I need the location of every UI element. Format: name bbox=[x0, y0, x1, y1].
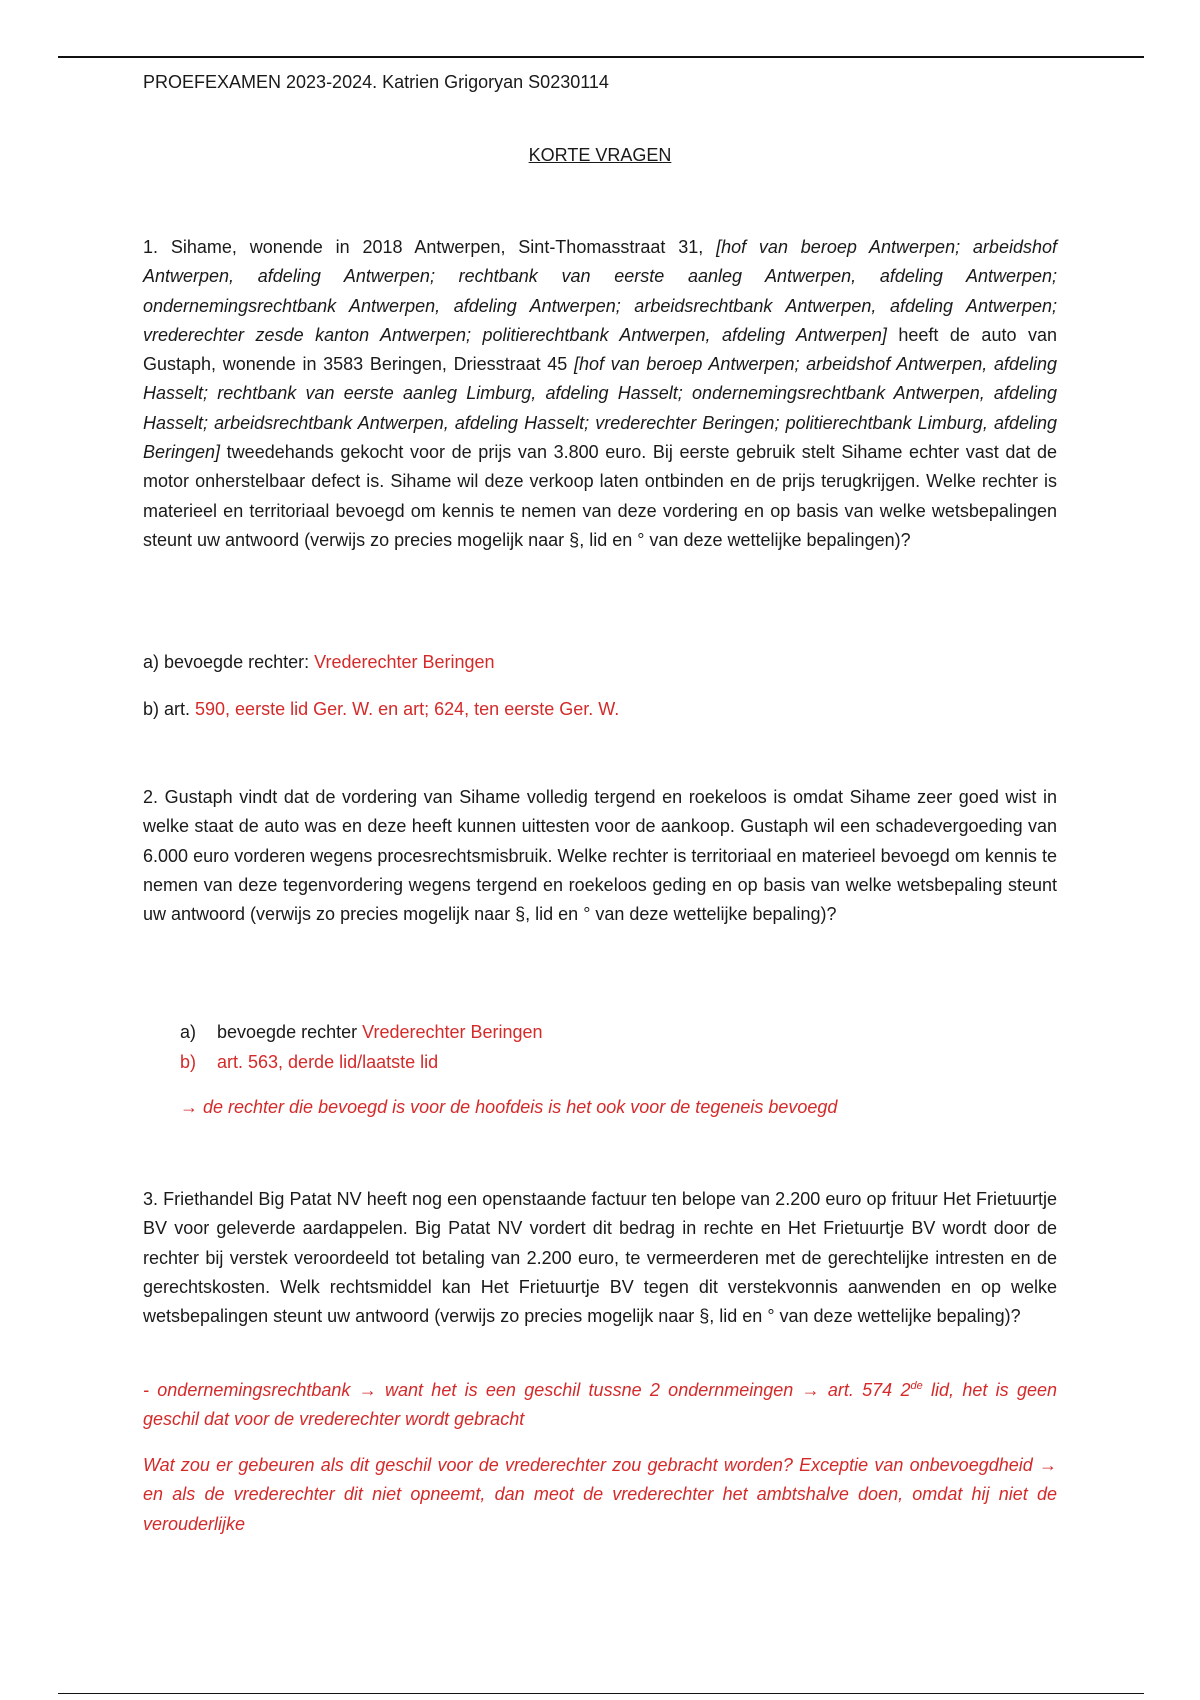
q3-answer-1-part-b: lid, het is geen geschil dat voor de vrederechter wordt gebracht bbox=[143, 1380, 1057, 1430]
q2-answer-a-value: Vrederechter Beringen bbox=[362, 1022, 543, 1042]
document-header: PROEFEXAMEN 2023-2024. Katrien Grigoryan S0230114 bbox=[143, 72, 609, 92]
q1-text-3: tweedehands gekocht voor de prijs van 3.800 euro. Bij eerste gebruik stelt Sihame echter vast dat de motor onherstelbaar defect is. Sihame wil deze verkoop laten ontbinden en de prijs terugkrijgen. Welke rechter is materieel en territoriaal bevoegd om kennis te nemen van deze vordering en op basis van welke wetsbepalingen steunt uw antwoord (verwijs zo precies mogelijk naar §, lid en ° van deze wettelijke bepalingen)? bbox=[143, 442, 1057, 550]
q1-answer-b-label: b) art. bbox=[143, 699, 196, 719]
q3-answer-2: Wat zou er gebeuren als dit geschil voor de vrederechter zou gebracht worden? Exceptie van onbevoegdheid → en als de vrederechter dit niet opneemt, dan meot de vrederechter het ambtshalve doen, omdat hij niet de verouderlijke bbox=[143, 1455, 1057, 1534]
question-1 bbox=[143, 233, 1057, 555]
q2-answer-a bbox=[180, 1017, 543, 1047]
q1-answer-b-value: 590, eerste lid Ger. W. en art; 624, ten eerste Ger. W. bbox=[195, 699, 620, 719]
q2-answer-a-marker: a) bbox=[180, 1022, 197, 1042]
q2-answer-a-label: bevoegde rechter bbox=[217, 1022, 363, 1042]
q2-answer-b-value: art. 563, derde lid/laatste lid bbox=[217, 1052, 439, 1072]
page-title-text: KORTE VRAGEN bbox=[528, 145, 672, 165]
q3-answer-1-sup: de bbox=[910, 1380, 923, 1392]
top-rule bbox=[58, 56, 1144, 58]
q3-answer-1 bbox=[143, 1376, 1057, 1435]
q2-answer-note: → de rechter die bevoegd is voor de hoofdeis is het ook voor de tegeneis bevoegd bbox=[180, 1097, 838, 1117]
q1-text-2: heeft de auto van Gustaph, wonende in 3583 Beringen, Driesstraat 45 bbox=[143, 324, 1057, 375]
q2-answer-b-marker: b) bbox=[180, 1052, 197, 1072]
q1-court-list-sihame: [hof van beroep Antwerpen; arbeidshof Antwerpen, afdeling Antwerpen; rechtbank van eerste aanleg Antwerpen, afdeling Antwerpen; ondernemingsrechtbank Antwerpen, afdeling Antwerpen; arbeidsrechtbank Antwerpen, afdeling Antwerpen; vrederechter zesde kanton Antwerpen; politierechtbank Antwerpen, afdeling Antwerpen] bbox=[143, 237, 1057, 345]
q1-text-1: 1. Sihame, wonende in 2018 Antwerpen, Sint-Thomasstraat 31, bbox=[143, 237, 717, 257]
q3-answer-1-part-a: - ondernemingsrechtbank → want het is een geschil tussne 2 ondernmeingen → art. 574 2 bbox=[143, 1380, 911, 1400]
q1-answer-b bbox=[143, 695, 619, 724]
question-3: 3. Friethandel Big Patat NV heeft nog een openstaande factuur ten belope van 2.200 euro op frituur Het Frietuurtje BV voor geleverde aardappelen. Big Patat NV vordert dit bedrag in rechte en Het Frietuurtje BV wordt door de rechter bij verstek veroordeeld tot betaling van 2.200 euro, te vermeerderen met de gerechtelijke intresten en de gerechtskosten. Welk rechtsmiddel kan Het Frietuurtje BV tegen dit verstekvonnis aanwenden en op welke wetsbepalingen steunt uw antwoord (verwijs zo precies mogelijk naar §, lid en ° van deze wettelijke bepaling)? bbox=[143, 1189, 1057, 1327]
page-title bbox=[0, 145, 1200, 166]
q2-answer-b bbox=[180, 1047, 438, 1077]
question-2: 2. Gustaph vindt dat de vordering van Sihame volledig tergend en roekeloos is omdat Sihame zeer goed wist in welke staat de auto was en deze heeft kunnen uittesten voor de aankoop. Gustaph wil een schadevergoeding van 6.000 euro vorderen wegens procesrechtsmisbruik. Welke rechter is territoriaal en materieel bevoegd om kennis te nemen van deze tegenvordering wegens tergend en roekeloos geding en op basis van welke wetsbepaling steunt uw antwoord (verwijs zo precies mogelijk naar §, lid en ° van deze wettelijke bepaling)? bbox=[143, 787, 1057, 925]
q1-court-list-gustaph: [hof van beroep Antwerpen; arbeidshof Antwerpen, afdeling Hasselt; rechtbank van eerste aanleg Limburg, afdeling Hasselt; ondernemingsrechtbank Antwerpen, afdeling Hasselt; arbeidsrechtbank Antwerpen, afdeling Hasselt; vrederechter Beringen; politierechtbank Limburg, afdeling Beringen] bbox=[143, 354, 1058, 463]
q1-answer-a bbox=[143, 648, 495, 677]
q1-answer-a-value: Vrederechter Beringen bbox=[314, 652, 495, 672]
q1-answer-a-label: a) bevoegde rechter: bbox=[143, 652, 315, 672]
bottom-rule bbox=[58, 1693, 1144, 1694]
